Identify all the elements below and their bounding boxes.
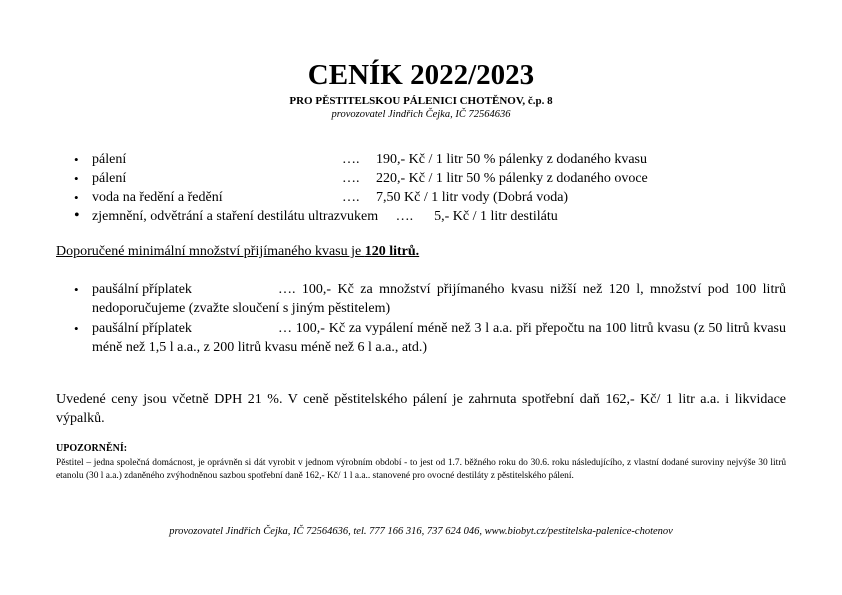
bullet-icon: • <box>74 321 79 336</box>
bullet-icon: • <box>74 171 79 186</box>
service-name: pálení <box>92 152 127 167</box>
price-item <box>74 188 794 207</box>
footer-contact: provozovatel Jindřich Čejka, IČ 72564636, tel. 777 166 316, 737 624 046, www.biobyt.cz/pestitelska-palenice-chotenov <box>169 526 673 537</box>
bullet-icon: • <box>74 282 79 297</box>
service-name: pálení <box>92 171 127 186</box>
bullet-icon: • <box>74 152 79 167</box>
leader-dots: …. <box>342 190 360 205</box>
operator-line: provozovatel Jindřich Čejka, IČ 72564636 <box>331 109 511 120</box>
surcharge-label: paušální příplatek <box>92 282 192 297</box>
minimum-quantity-note <box>56 243 419 261</box>
price-item <box>74 150 794 169</box>
surcharge-text: … 100,- Kč za vypálení méně než 3 l a.a. při přepočtu na 100 litrů kvasu (z 50 litrů kvasu méně než 1,5 l a.a., z 200 litrů kvasu méně než 6 l a.a., atd.) <box>92 321 786 355</box>
service-price: 7,50 Kč / 1 litr vody (Dobrá voda) <box>376 190 569 205</box>
surcharge-item <box>74 280 786 318</box>
warning-heading: UPOZORNĚNÍ: <box>56 443 128 454</box>
bullet-icon: • <box>74 190 79 205</box>
service-price: 220,- Kč / 1 litr 50 % pálenky z dodaného ovoce <box>376 171 648 186</box>
leader-dots: …. <box>342 152 360 167</box>
vat-note: Uvedené ceny jsou včetně DPH 21 %. V ceně pěstitelského pálení je zahrnuta spotřební daň 162,- Kč/ 1 litr a.a. i likvidace výpalků. <box>56 392 786 426</box>
leader-dots: …. <box>342 171 360 186</box>
surcharge-item <box>74 319 786 357</box>
bullet-icon: • <box>74 207 80 224</box>
price-item <box>74 169 794 188</box>
page-title: CENÍK 2022/2023 <box>307 59 535 91</box>
price-list <box>74 150 794 226</box>
surcharge-list <box>74 280 786 358</box>
service-line: zjemnění, odvětrání a staření destilátu ultrazvukem …. 5,- Kč / 1 litr destilátu <box>92 209 558 224</box>
minimum-note-text: Doporučené minimální množství přijímaného kvasu je <box>56 244 365 259</box>
service-price: 190,- Kč / 1 litr 50 % pálenky z dodaného kvasu <box>376 152 647 167</box>
warning-text: Pěstitel – jedna společná domácnost, je oprávněn si dát vyrobit v jednom výrobním období - to jest od 1.7. běžného roku do 30.6. roku následujícího, z vlastní dodané suroviny nejvýše 30 litrů etanolu (30 l a.a.) zdaněného zvýhodněnou sazbou spotřební daně 162,- Kč/ 1 l a.a.. stanovené pro ovocné destiláty z pěstitelského pálení. <box>56 458 786 481</box>
service-name: voda na ředění a ředění <box>92 190 223 205</box>
price-item <box>74 207 794 226</box>
surcharge-label: paušální příplatek <box>92 321 192 336</box>
page-subtitle: PRO PĚSTITELSKOU PÁLENICI CHOTĚNOV, č.p. 8 <box>289 95 553 107</box>
surcharge-text: …. 100,- Kč za množství přijímaného kvasu nižší než 120 l, množství pod 100 litrů nedoporučujeme (zvažte sloučení s jiným pěstitelem) <box>92 282 786 316</box>
minimum-amount: 120 litrů. <box>364 244 420 259</box>
